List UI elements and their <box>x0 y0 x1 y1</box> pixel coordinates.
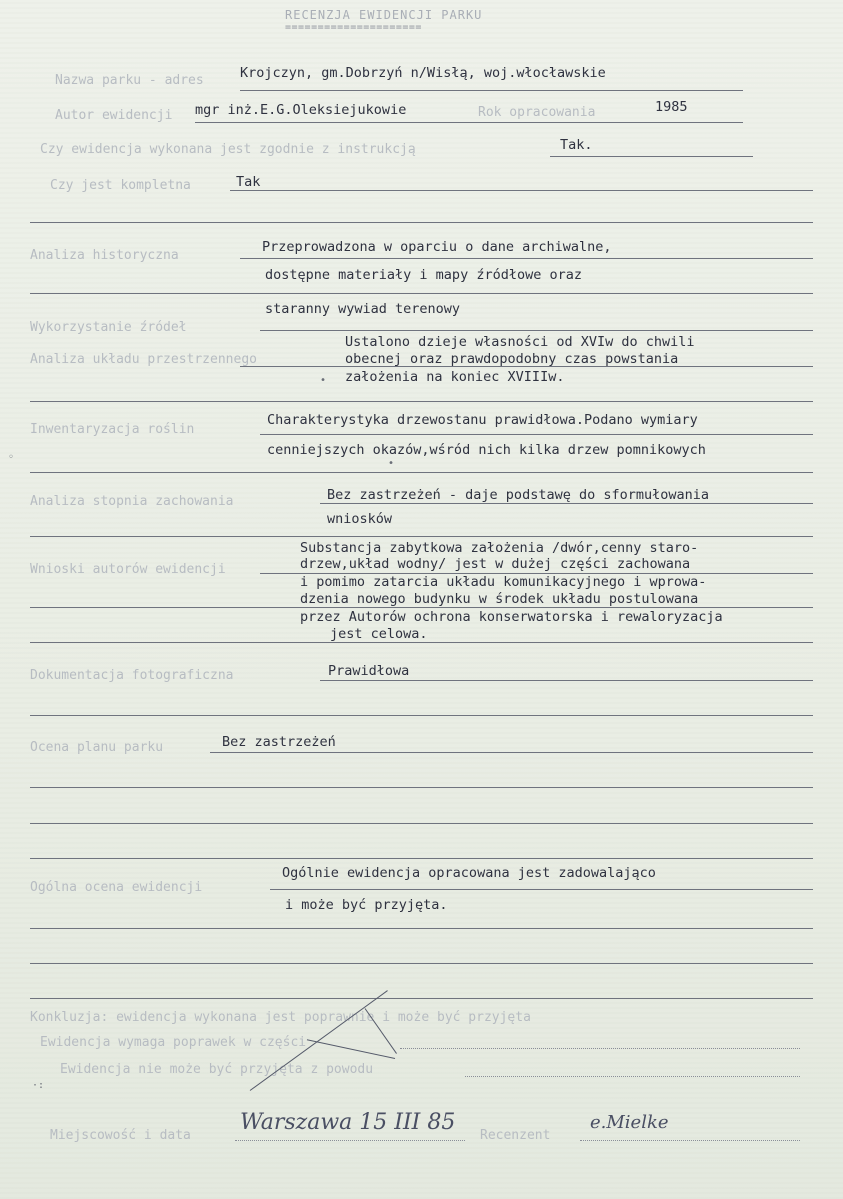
plan-value: Bez zastrzeżeń <box>222 734 336 750</box>
conclusions-line-2: drzew,układ wodny/ jest w dużej części zachowana <box>300 556 691 572</box>
preservation-line-2: wniosków <box>327 511 393 527</box>
spatial-label: Analiza układu przestrzennego <box>30 352 257 367</box>
fill-line <box>400 1048 800 1049</box>
place-date-label: Miejscowość i data <box>50 1128 191 1143</box>
fill-line <box>235 1140 465 1141</box>
instruction-value: Tak. <box>560 137 593 153</box>
divider <box>30 998 813 999</box>
final-option-2: Ewidencja wymaga poprawek w części <box>40 1035 307 1050</box>
conclusions-line-6: jest celowa. <box>330 626 428 642</box>
divider <box>30 401 813 402</box>
overall-line-2: i może być przyjęta. <box>285 897 448 913</box>
divider <box>30 536 813 537</box>
divider <box>30 607 813 608</box>
divider <box>550 156 753 157</box>
complete-label: Czy jest kompletna <box>50 178 191 193</box>
ink-dot: • <box>388 458 395 469</box>
historical-line-2: dostępne materiały i mapy źródłowe oraz <box>265 267 582 283</box>
overall-line-1: Ogólnie ewidencja opracowana jest zadowalająco <box>282 865 656 881</box>
plants-label: Inwentaryzacja roślin <box>30 422 195 437</box>
divider <box>30 715 813 716</box>
spatial-line-1: Ustalono dzieje własności od XVIw do chwili <box>345 334 695 350</box>
divider <box>30 222 813 223</box>
preservation-line-1: Bez zastrzeżeń - daje podstawę do sformułowania <box>327 487 710 503</box>
divider <box>240 90 743 91</box>
divider <box>30 823 813 824</box>
photo-docs-label: Dokumentacja fotograficzna <box>30 668 234 683</box>
ink-speck: ◦ <box>8 452 15 463</box>
park-address-value: Krojczyn, gm.Dobrzyń n/Wisłą, woj.włocławskie <box>240 65 606 81</box>
conclusions-line-3: i pomimo zatarcia układu komunikacyjnego i wprowa- <box>300 574 707 590</box>
authors-value: mgr inż.E.G.Oleksiejukowie <box>195 102 407 118</box>
year-value: 1985 <box>655 99 688 115</box>
divider <box>195 122 743 123</box>
authors-label: Autor ewidencji <box>55 108 173 123</box>
sources-label: Wykorzystanie źródeł <box>30 320 187 335</box>
conclusions-line-5: przez Autorów ochrona konserwatorska i rewaloryzacja <box>300 609 723 625</box>
divider <box>30 858 813 859</box>
divider <box>240 258 813 259</box>
fill-line <box>465 1076 800 1077</box>
historical-line-1: Przeprowadzona w oparciu o dane archiwalne, <box>262 239 612 255</box>
divider <box>240 366 813 367</box>
historical-label: Analiza historyczna <box>30 248 179 263</box>
conclusions-line-4: dzenia nowego budynku w środek układu postulowana <box>300 591 699 607</box>
form-title: RECENZJA EWIDENCJI PARKU <box>285 8 483 22</box>
divider <box>320 503 813 504</box>
historical-line-3: staranny wywiad terenowy <box>265 301 461 317</box>
instruction-label: Czy ewidencja wykonana jest zgodnie z instrukcją <box>40 142 416 157</box>
park-address-label: Nazwa parku - adres <box>55 73 204 88</box>
divider <box>230 190 813 191</box>
preservation-label: Analiza stopnia zachowania <box>30 494 234 509</box>
ink-speck: ·: <box>32 1080 45 1091</box>
year-label: Rok opracowania <box>478 105 596 120</box>
divider <box>30 642 813 643</box>
reviewer-label: Recenzent <box>480 1128 551 1143</box>
divider <box>210 752 813 753</box>
place-date-handwritten: Warszawa 15 III 85 <box>240 1110 456 1135</box>
plants-line-1: Charakterystyka drzewostanu prawidłowa.Podano wymiary <box>267 412 698 428</box>
divider <box>30 963 813 964</box>
divider <box>270 889 813 890</box>
divider <box>30 787 813 788</box>
plants-line-2: cenniejszych okazów,wśród nich kilka drzew pomnikowych <box>267 442 706 458</box>
divider <box>30 293 813 294</box>
ink-dot: • <box>320 375 327 386</box>
conclusions-line-1: Substancja zabytkowa założenia /dwór,cenny staro- <box>300 540 699 556</box>
overall-label: Ogólna ocena ewidencji <box>30 880 203 895</box>
final-option-1: Konkluzja: ewidencja wykonana jest poprawnie i może być przyjęta <box>30 1010 531 1025</box>
strike-mark <box>307 1039 395 1059</box>
spatial-line-2: obecnej oraz prawdopodobny czas powstania <box>345 351 679 367</box>
divider <box>260 330 813 331</box>
conclusions-label: Wnioski autorów ewidencji <box>30 562 226 577</box>
divider <box>30 472 813 473</box>
final-option-3: Ewidencja nie może być przyjęta z powodu <box>60 1062 374 1077</box>
reviewer-signature: e.Mielke <box>590 1112 669 1133</box>
photo-docs-value: Prawidłowa <box>328 663 410 679</box>
plan-label: Ocena planu parku <box>30 740 164 755</box>
spatial-line-3: założenia na koniec XVIIIw. <box>345 369 565 385</box>
complete-value: Tak <box>236 174 261 190</box>
fill-line <box>580 1140 800 1141</box>
divider <box>30 928 813 929</box>
title-underline: ===================== <box>285 22 422 33</box>
divider <box>320 680 813 681</box>
divider <box>260 434 813 435</box>
